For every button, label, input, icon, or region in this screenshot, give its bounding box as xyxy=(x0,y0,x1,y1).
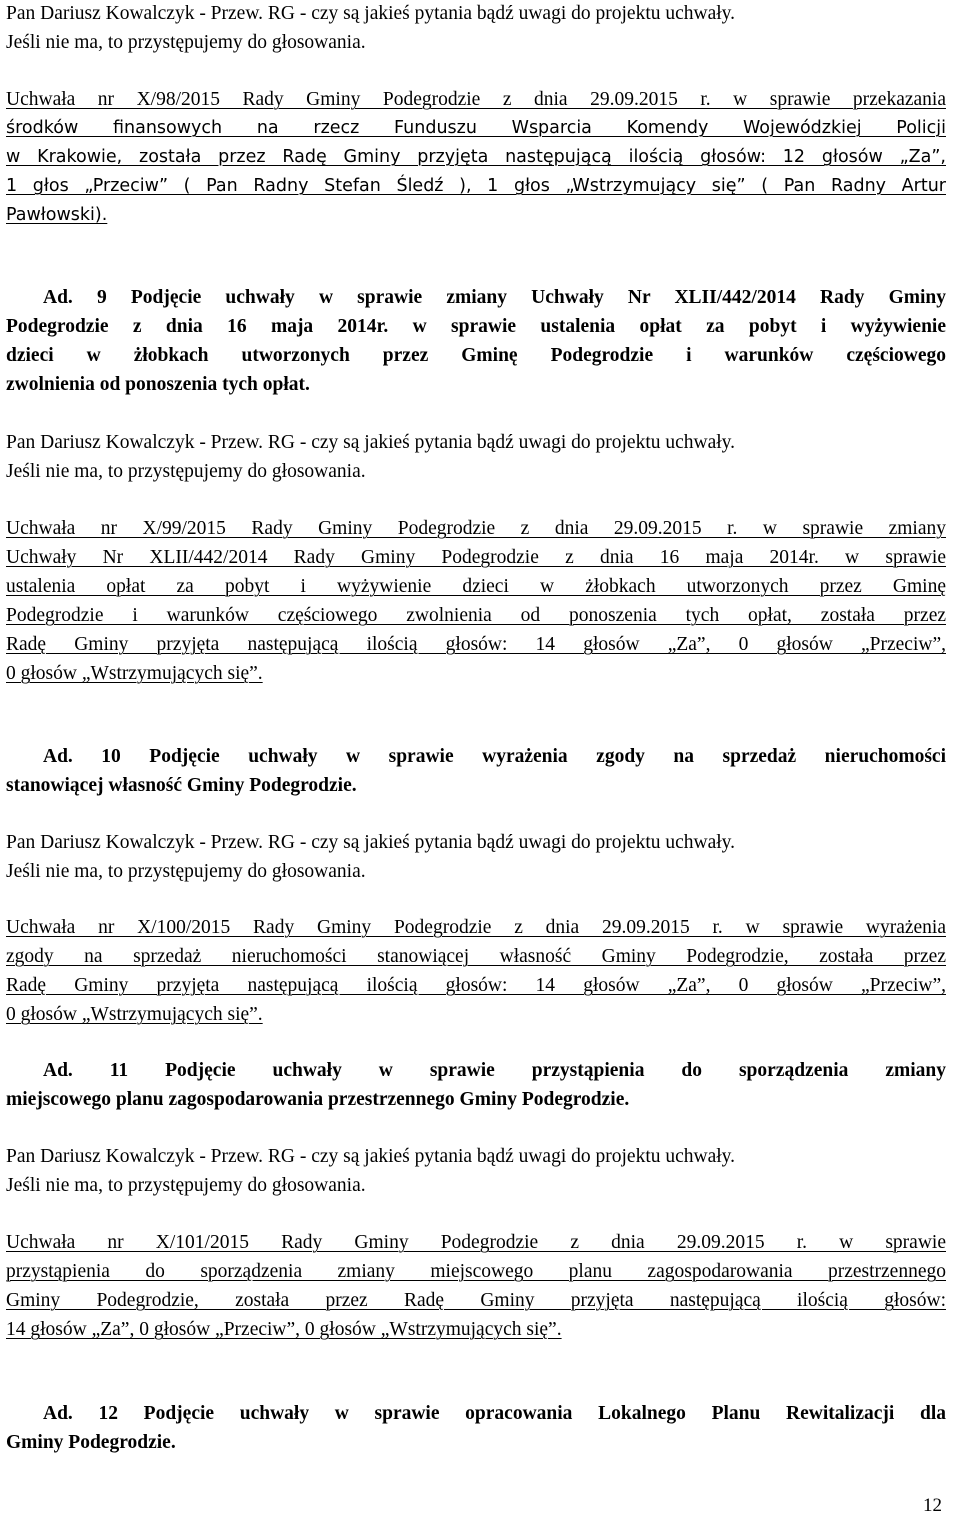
agenda-item-12-line-2: Gminy Podegrodzie. xyxy=(6,1432,176,1453)
resolution-98-line-1: Uchwała nr X/98/2015 Rady Gminy Podegrodzie z dnia 29.09.2015 r. w sprawie przekazania xyxy=(6,89,946,110)
resolution-99-line-1: Uchwała nr X/99/2015 Rady Gminy Podegrodzie z dnia 29.09.2015 r. w sprawie zmiany xyxy=(6,518,946,539)
document-page xyxy=(6,0,946,1518)
voting-announcement-text: Jeśli nie ma, to przystępujemy do głosowania. xyxy=(6,461,366,482)
voting-announcement-text: Jeśli nie ma, to przystępujemy do głosowania. xyxy=(6,32,366,53)
resolution-98-line-3: w Krakowie, została przez Radę Gminy przyjęta następującą ilością głosów: 12 głosów „Za”, xyxy=(6,147,946,167)
resolution-101-line-2: przystąpienia do sporządzenia zmiany miejscowego planu zagospodarowania przestrzennego xyxy=(6,1261,946,1282)
resolution-100-line-1: Uchwała nr X/100/2015 Rady Gminy Podegrodzie z dnia 29.09.2015 r. w sprawie wyrażenia xyxy=(6,917,946,938)
resolution-98-line-5: Pawłowski). xyxy=(6,205,108,225)
resolution-101-line-3: Gminy Podegrodzie, została przez Radę Gminy przyjęta następującą ilością głosów: xyxy=(6,1290,946,1311)
page-number: 12 xyxy=(923,1495,942,1516)
agenda-item-11-line-1: Ad. 11 Podjęcie uchwały w sprawie przystąpienia do sporządzenia zmiany xyxy=(43,1060,946,1081)
agenda-item-9-line-1: Ad. 9 Podjęcie uchwały w sprawie zmiany Uchwały Nr XLII/442/2014 Rady Gminy xyxy=(43,287,946,308)
voting-announcement-text: Jeśli nie ma, to przystępujemy do głosowania. xyxy=(6,861,366,882)
agenda-item-10-line-1: Ad. 10 Podjęcie uchwały w sprawie wyrażenia zgody na sprzedaż nieruchomości xyxy=(43,746,946,767)
resolution-100-line-2: zgody na sprzedaż nieruchomości stanowiącej własność Gminy Podegrodzie, została przez xyxy=(6,946,946,967)
voting-announcement-text: Jeśli nie ma, to przystępujemy do głosowania. xyxy=(6,1175,366,1196)
resolution-100-line-3: Radę Gminy przyjęta następującą ilością głosów: 14 głosów „Za”, 0 głosów „Przeciw”, xyxy=(6,975,946,996)
agenda-item-11-line-2: miejscowego planu zagospodarowania przestrzennego Gminy Podegrodzie. xyxy=(6,1089,630,1110)
agenda-item-9-line-2: Podegrodzie z dnia 16 maja 2014r. w sprawie ustalenia opłat za pobyt i wyżywienie xyxy=(6,316,946,337)
chair-question-text: Pan Dariusz Kowalczyk - Przew. RG - czy są jakieś pytania bądź uwagi do projektu uchwały. xyxy=(6,432,736,453)
resolution-99-line-5: Radę Gminy przyjęta następującą ilością głosów: 14 głosów „Za”, 0 głosów „Przeciw”, xyxy=(6,634,946,655)
resolution-98-line-4: 1 głos „Przeciw” ( Pan Radny Stefan Śledź ), 1 głos „Wstrzymujący się” ( Pan Radny Artur xyxy=(6,176,946,196)
resolution-98-line-2: środków finansowych na rzecz Funduszu Wsparcia Komendy Wojewódzkiej Policji xyxy=(6,118,946,138)
agenda-item-9-line-3: dzieci w żłobkach utworzonych przez Gminę Podegrodzie i warunków częściowego xyxy=(6,345,946,366)
resolution-99-line-6: 0 głosów „Wstrzymujących się”. xyxy=(6,663,263,684)
chair-question-text: Pan Dariusz Kowalczyk - Przew. RG - czy są jakieś pytania bądź uwagi do projektu uchwały. xyxy=(6,832,736,853)
resolution-100-line-4: 0 głosów „Wstrzymujących się”. xyxy=(6,1004,263,1025)
chair-question-text: Pan Dariusz Kowalczyk - Przew. RG - czy są jakieś pytania bądź uwagi do projektu uchwały. xyxy=(6,1146,736,1167)
chair-question-text: Pan Dariusz Kowalczyk - Przew. RG - czy są jakieś pytania bądź uwagi do projektu uchwały. xyxy=(6,3,736,24)
resolution-101-line-1: Uchwała nr X/101/2015 Rady Gminy Podegrodzie z dnia 29.09.2015 r. w sprawie xyxy=(6,1232,946,1253)
resolution-99-line-3: ustalenia opłat za pobyt i wyżywienie dzieci w żłobkach utworzonych przez Gminę xyxy=(6,576,946,597)
agenda-item-10-line-2: stanowiącej własność Gminy Podegrodzie. xyxy=(6,775,357,796)
resolution-99-line-2: Uchwały Nr XLII/442/2014 Rady Gminy Podegrodzie z dnia 16 maja 2014r. w sprawie xyxy=(6,547,946,568)
agenda-item-9-line-4: zwolnienia od ponoszenia tych opłat. xyxy=(6,374,310,395)
resolution-101-line-4: 14 głosów „Za”, 0 głosów „Przeciw”, 0 głosów „Wstrzymujących się”. xyxy=(6,1319,562,1340)
resolution-99-line-4: Podegrodzie i warunków częściowego zwolnienia od ponoszenia tych opłat, została przez xyxy=(6,605,946,626)
agenda-item-12-line-1: Ad. 12 Podjęcie uchwały w sprawie opracowania Lokalnego Planu Rewitalizacji dla xyxy=(43,1403,946,1424)
